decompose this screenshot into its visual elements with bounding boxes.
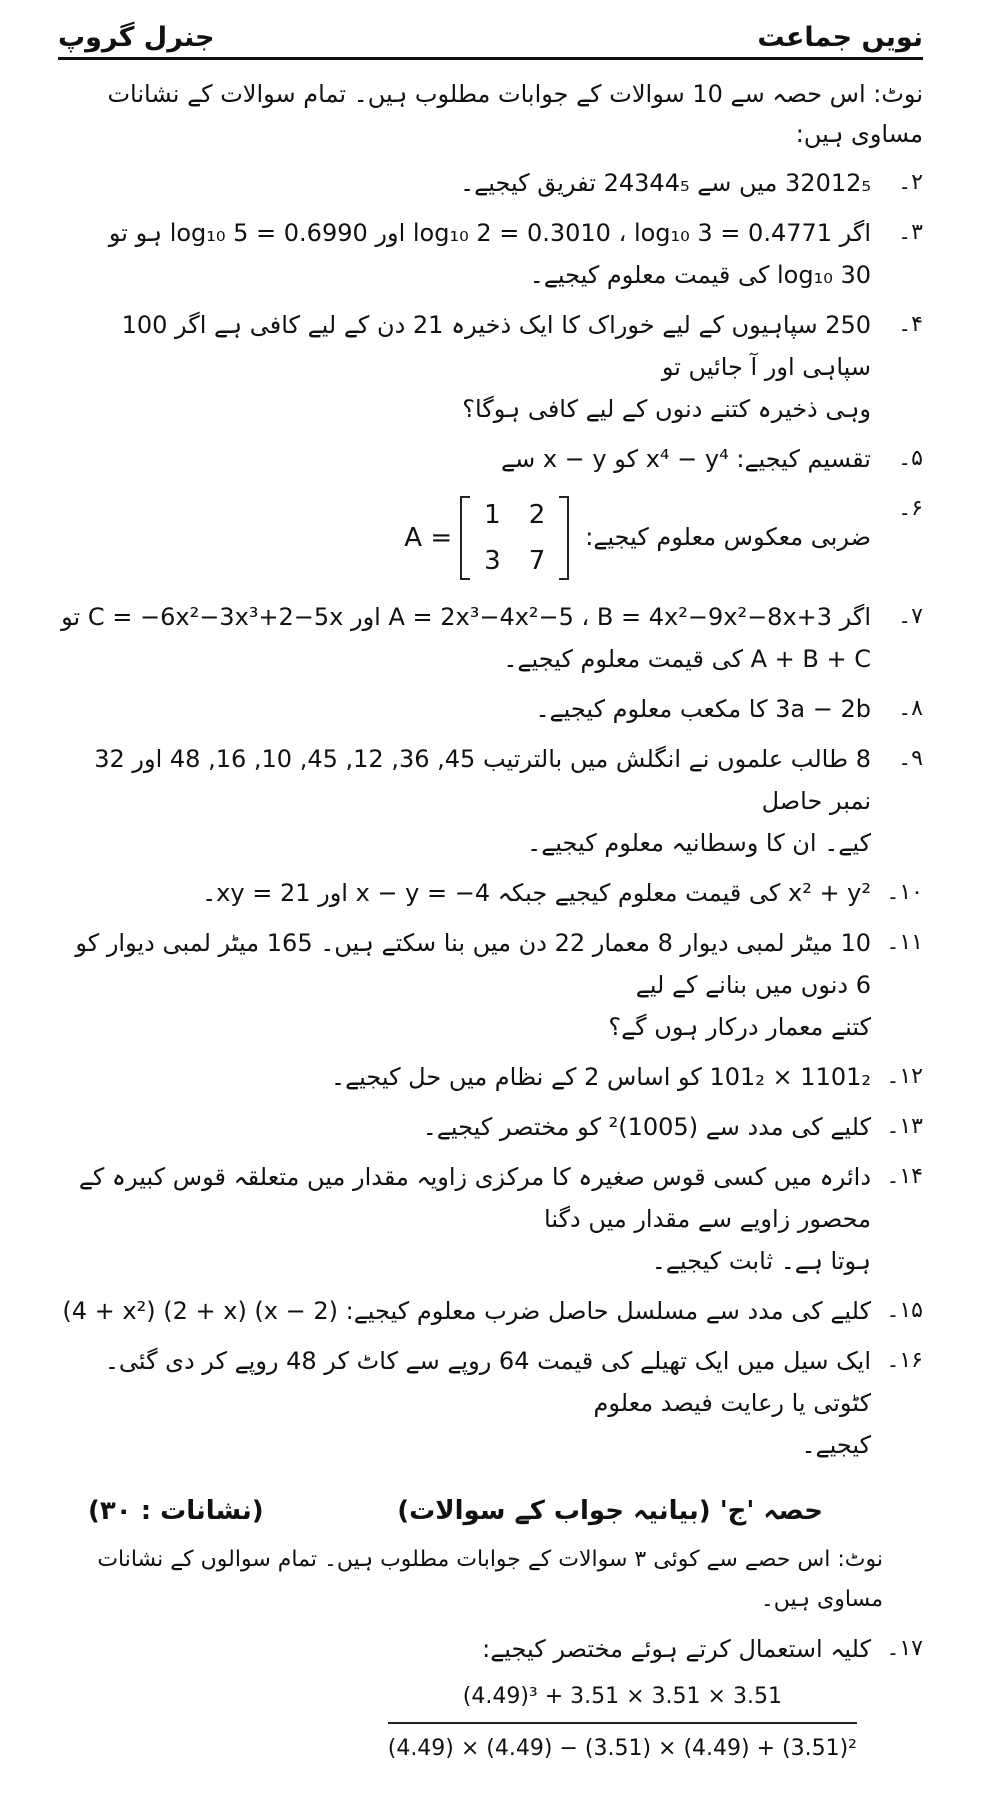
fraction-expression [388, 1676, 857, 1770]
question-text-line: کیجیے۔ [801, 1431, 871, 1459]
question-text-line: اگر log₁₀ 2 = 0.3010 ، log₁₀ 3 = 0.4771 اور log₁₀ 5 = 0.6990 ہو تو [108, 219, 871, 247]
question-text [58, 872, 871, 914]
matrix-body [470, 492, 559, 584]
question-text [58, 1156, 871, 1240]
question-text-line: log₁₀ 30 کی قیمت معلوم کیجیے۔ [529, 261, 871, 289]
question-body [58, 488, 871, 588]
question-row [58, 1106, 923, 1148]
question-text [58, 688, 871, 730]
question-text [58, 1424, 871, 1466]
question-body [58, 1628, 871, 1776]
question-text [58, 1056, 871, 1098]
group-title: جنرل گروپ [58, 22, 215, 53]
question-body [58, 212, 871, 296]
question-body [58, 688, 871, 730]
question-number: ۳۔ [898, 220, 923, 245]
question-row [58, 488, 923, 588]
question-row [58, 922, 923, 1048]
note-section-c: نوٹ: اس حصے سے کوئی ۳ سوالات کے جوابات مطلوب ہیں۔ تمام سوالوں کے نشانات مساوی ہیں۔ [97, 1547, 883, 1612]
matrix-lhs: A = [404, 523, 453, 553]
question-number: ۴۔ [898, 312, 923, 337]
question-number: ۱۶۔ [886, 1348, 923, 1373]
question-text [58, 212, 871, 254]
question-text-line: وہی ذخیرہ کتنے دنوں کے لیے کافی ہوگا؟ [462, 395, 871, 423]
question-row [58, 304, 923, 430]
question-text [58, 1240, 871, 1282]
question-text-line: دائرہ میں کسی قوس صغیرہ کا مرکزی زاویہ مقدار میں متعلقہ قوس کبیرہ کے محصور زاویے سے مقدار میں دگنا [78, 1163, 871, 1233]
question-text [58, 822, 871, 864]
question-number: ۷۔ [898, 604, 923, 629]
question-text [58, 596, 871, 638]
section-c-title: حصہ 'ج' (بیانیہ جواب کے سوالات) [397, 1496, 823, 1526]
question-body [58, 1056, 871, 1098]
right-bracket [559, 496, 569, 580]
question-text-line: کتنے معمار درکار ہوں گے؟ [608, 1013, 871, 1041]
question-number: ۶۔ [898, 496, 923, 521]
matrix-cell: 2 [528, 500, 546, 530]
matrix-a [404, 492, 569, 584]
question-text-line: کیے۔ ان کا وسطانیہ معلوم کیجیے۔ [527, 829, 871, 857]
question-text [58, 488, 871, 588]
question-text-line: کلیے کی مدد سے مسلسل حاصل ضرب معلوم کیجیے: (2 − x) (2 + x) (4 + x²) [62, 1297, 871, 1325]
question-body [58, 596, 871, 680]
question-body [58, 1106, 871, 1148]
question-text [58, 922, 871, 1006]
question-body [58, 922, 871, 1048]
question-row [58, 1290, 923, 1332]
question-text [58, 738, 871, 822]
question-text [58, 304, 871, 388]
question-body [58, 1340, 871, 1466]
question-row [58, 738, 923, 864]
question-text-line: 32012₅ میں سے 24344₅ تفریق کیجیے۔ [460, 169, 871, 197]
question-text [58, 1006, 871, 1048]
question-text-line: 250 سپاہیوں کے لیے خوراک کا ایک ذخیرہ 21 دن کے لیے کافی ہے اگر 100 سپاہی اور آ جائیں تو [121, 311, 871, 381]
question-number: ۹۔ [898, 746, 923, 771]
left-bracket [460, 496, 470, 580]
question-body [58, 1156, 871, 1282]
question-text [58, 162, 871, 204]
question-row [58, 162, 923, 204]
question-body [58, 162, 871, 204]
section-c-heading [88, 1496, 823, 1526]
question-row [58, 438, 923, 480]
question-number: ۸۔ [898, 696, 923, 721]
section-c-marks: (نشانات : ۳۰) [88, 1496, 264, 1526]
question-text-line: تقسیم کیجیے: x⁴ − y⁴ کو x − y سے [501, 445, 871, 473]
question-text [58, 388, 871, 430]
question-text-line: 1101₂ × 101₂ کو اساس 2 کے نظام میں حل کیجیے۔ [331, 1063, 871, 1091]
question-text-line: x² + y² کی قیمت معلوم کیجیے جبکہ x − y = −4 اور xy = 21۔ [202, 879, 871, 907]
question-number: ۱۰۔ [886, 880, 923, 905]
question-body [58, 1290, 871, 1332]
question-number: ۱۷۔ [886, 1636, 923, 1661]
fraction-numerator: (4.49)³ + 3.51 × 3.51 × 3.51 [388, 1676, 857, 1724]
question-row [58, 596, 923, 680]
question-list [58, 162, 923, 1466]
question-row [58, 1340, 923, 1466]
question-text [58, 438, 871, 480]
question-row [58, 1056, 923, 1098]
question-text-line: اگر A = 2x³−4x²−5 ، B = 4x²−9x²−8x+3 اور C = −6x²−3x³+2−5x تو [61, 603, 871, 631]
question-body [58, 738, 871, 864]
question-text-line: A + B + C کی قیمت معلوم کیجیے۔ [503, 645, 871, 673]
question-text [58, 638, 871, 680]
page-header [58, 22, 923, 60]
question-number: ۲۔ [898, 170, 923, 195]
question-number: ۱۲۔ [886, 1064, 923, 1089]
question-number: ۱۳۔ [886, 1114, 923, 1139]
question-text-line: ضربی معکوس معلوم کیجیے: [585, 523, 871, 551]
class-title: نویں جماعت [757, 22, 923, 53]
question-text-line: 3a − 2b کا مکعب معلوم کیجیے۔ [535, 695, 871, 723]
question-number: ۱۴۔ [886, 1164, 923, 1189]
question-text-line: 10 میٹر لمبی دیوار 8 معمار 22 دن میں بنا سکتے ہیں۔ 165 میٹر لمبی دیوار کو 6 دنوں میں بنانے کے لیے [75, 929, 871, 999]
question-text-label: کلیہ استعمال کرتے ہوئے مختصر کیجیے: [482, 1635, 871, 1663]
question-text [58, 1340, 871, 1424]
question-row [58, 872, 923, 914]
question-body [58, 304, 871, 430]
note-section-b: نوٹ: اس حصہ سے 10 سوالات کے جوابات مطلوب ہیں۔ تمام سوالات کے نشانات مساوی ہیں: [107, 80, 923, 148]
question-text [58, 1106, 871, 1148]
question-text [58, 1290, 871, 1332]
question-row [58, 1156, 923, 1282]
fraction-denominator: (4.49) × (4.49) − (3.51) × (4.49) + (3.51)² [387, 1736, 857, 1761]
question-text [58, 1628, 871, 1776]
question-text-line: 8 طالب علموں نے انگلش میں بالترتیب 45, 36, 12, 45, 10, 16, 48 اور 32 نمبر حاصل [94, 745, 871, 815]
matrix-cell: 3 [484, 546, 501, 576]
question-number: ۱۱۔ [886, 930, 923, 955]
question-17 [58, 1628, 923, 1776]
question-text-line: ایک سیل میں ایک تھیلے کی قیمت 64 روپے سے کاٹ کر 48 روپے کر دی گئی۔ کٹوتی یا رعایت فیصد معلوم [104, 1347, 871, 1417]
question-text-line: ہوتا ہے۔ ثابت کیجیے۔ [651, 1247, 871, 1275]
question-number: ۱۵۔ [886, 1298, 923, 1323]
matrix-cell: 1 [484, 500, 501, 530]
question-text-line: کلیے کی مدد سے (1005)² کو مختصر کیجیے۔ [422, 1113, 871, 1141]
question-row [58, 688, 923, 730]
matrix-cell: 7 [528, 546, 546, 576]
question-text [58, 254, 871, 296]
question-body [58, 438, 871, 480]
question-row [58, 212, 923, 296]
question-body [58, 872, 871, 914]
question-number: ۵۔ [898, 446, 923, 471]
